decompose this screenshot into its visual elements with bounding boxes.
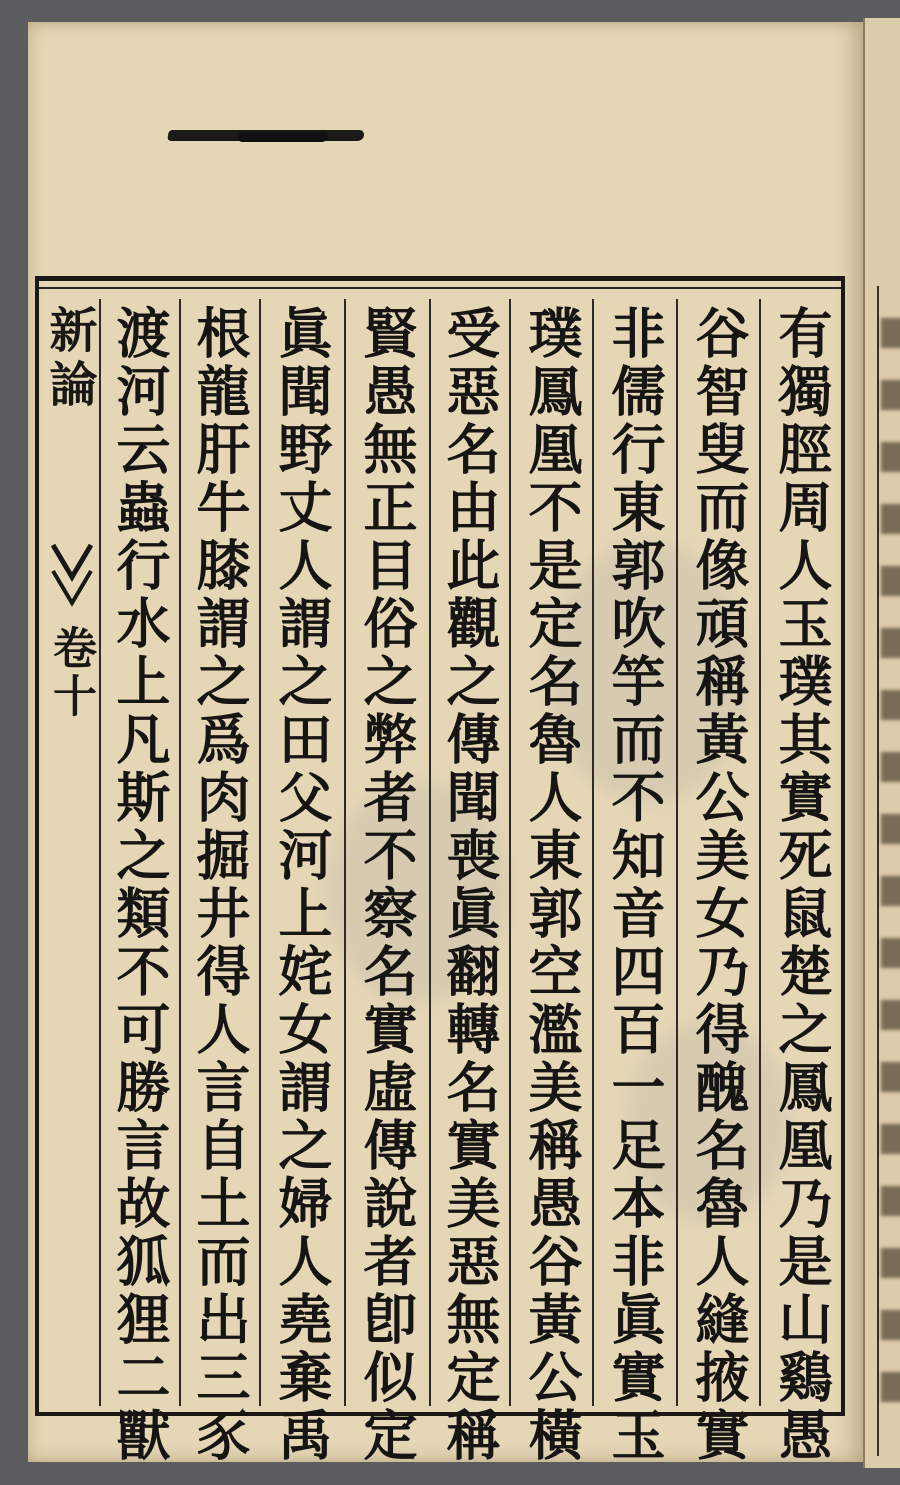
- text-column-5: [437, 305, 503, 1465]
- fishtail-mark-icon: [49, 541, 95, 611]
- text-column-1: [769, 305, 835, 1465]
- column-text: 賢愚無正目俗之弊者不察名實虛傳說者卽似定: [355, 305, 419, 1465]
- column-rule: [99, 299, 101, 1406]
- text-column-9: [107, 305, 173, 1465]
- text-column-7: [269, 305, 335, 1465]
- column-rule: [179, 299, 181, 1406]
- column-text: 非儒行東郭吹竽而不知音四百一足本非眞實玉: [603, 305, 667, 1465]
- page-margin-column: [41, 305, 97, 1405]
- text-column-6: [354, 305, 420, 1465]
- text-column-2: [686, 305, 752, 1465]
- column-text: 渡河云蟲行水上凡斯之類不可勝言故狐狸二獸: [108, 305, 172, 1465]
- book-title: 新論: [41, 305, 97, 413]
- column-text: 有獨脛周人玉璞其實死鼠楚之鳳凰乃是山鷄愚: [770, 305, 834, 1465]
- adjacent-page-text-shadow: [881, 318, 900, 1418]
- column-rule: [592, 299, 594, 1406]
- volume-label: 卷十: [45, 625, 96, 721]
- column-rule: [429, 299, 431, 1406]
- adjacent-frame-line: [877, 286, 879, 1456]
- column-text: 眞聞野丈人謂之田父河上姹女謂之婦人堯棄禹: [270, 305, 334, 1465]
- column-text: 根龍肝牛膝謂之爲肉掘井得人言自土而出三豕: [188, 305, 252, 1465]
- column-rule: [259, 299, 261, 1406]
- text-column-8: [187, 305, 253, 1465]
- column-text: 受惡名由此觀之傳聞喪眞翻轉名實美惡無定稱: [438, 305, 502, 1465]
- text-column-3: [602, 305, 668, 1465]
- adjacent-page-edge: [863, 18, 900, 1468]
- column-rule: [759, 299, 761, 1406]
- upper-margin-ink-mark: [167, 130, 365, 141]
- column-rule: [676, 299, 678, 1406]
- column-rule: [344, 299, 346, 1406]
- column-rule: [509, 299, 511, 1406]
- text-column-4: [519, 305, 585, 1465]
- column-text: 谷智叟而像頑稱黃公美女乃得醜名魯人縫掖實: [687, 305, 751, 1465]
- text-frame: [35, 276, 845, 1465]
- column-text: 璞鳳凰不是定名魯人東郭空濫美稱愚谷黃公橫: [520, 305, 584, 1465]
